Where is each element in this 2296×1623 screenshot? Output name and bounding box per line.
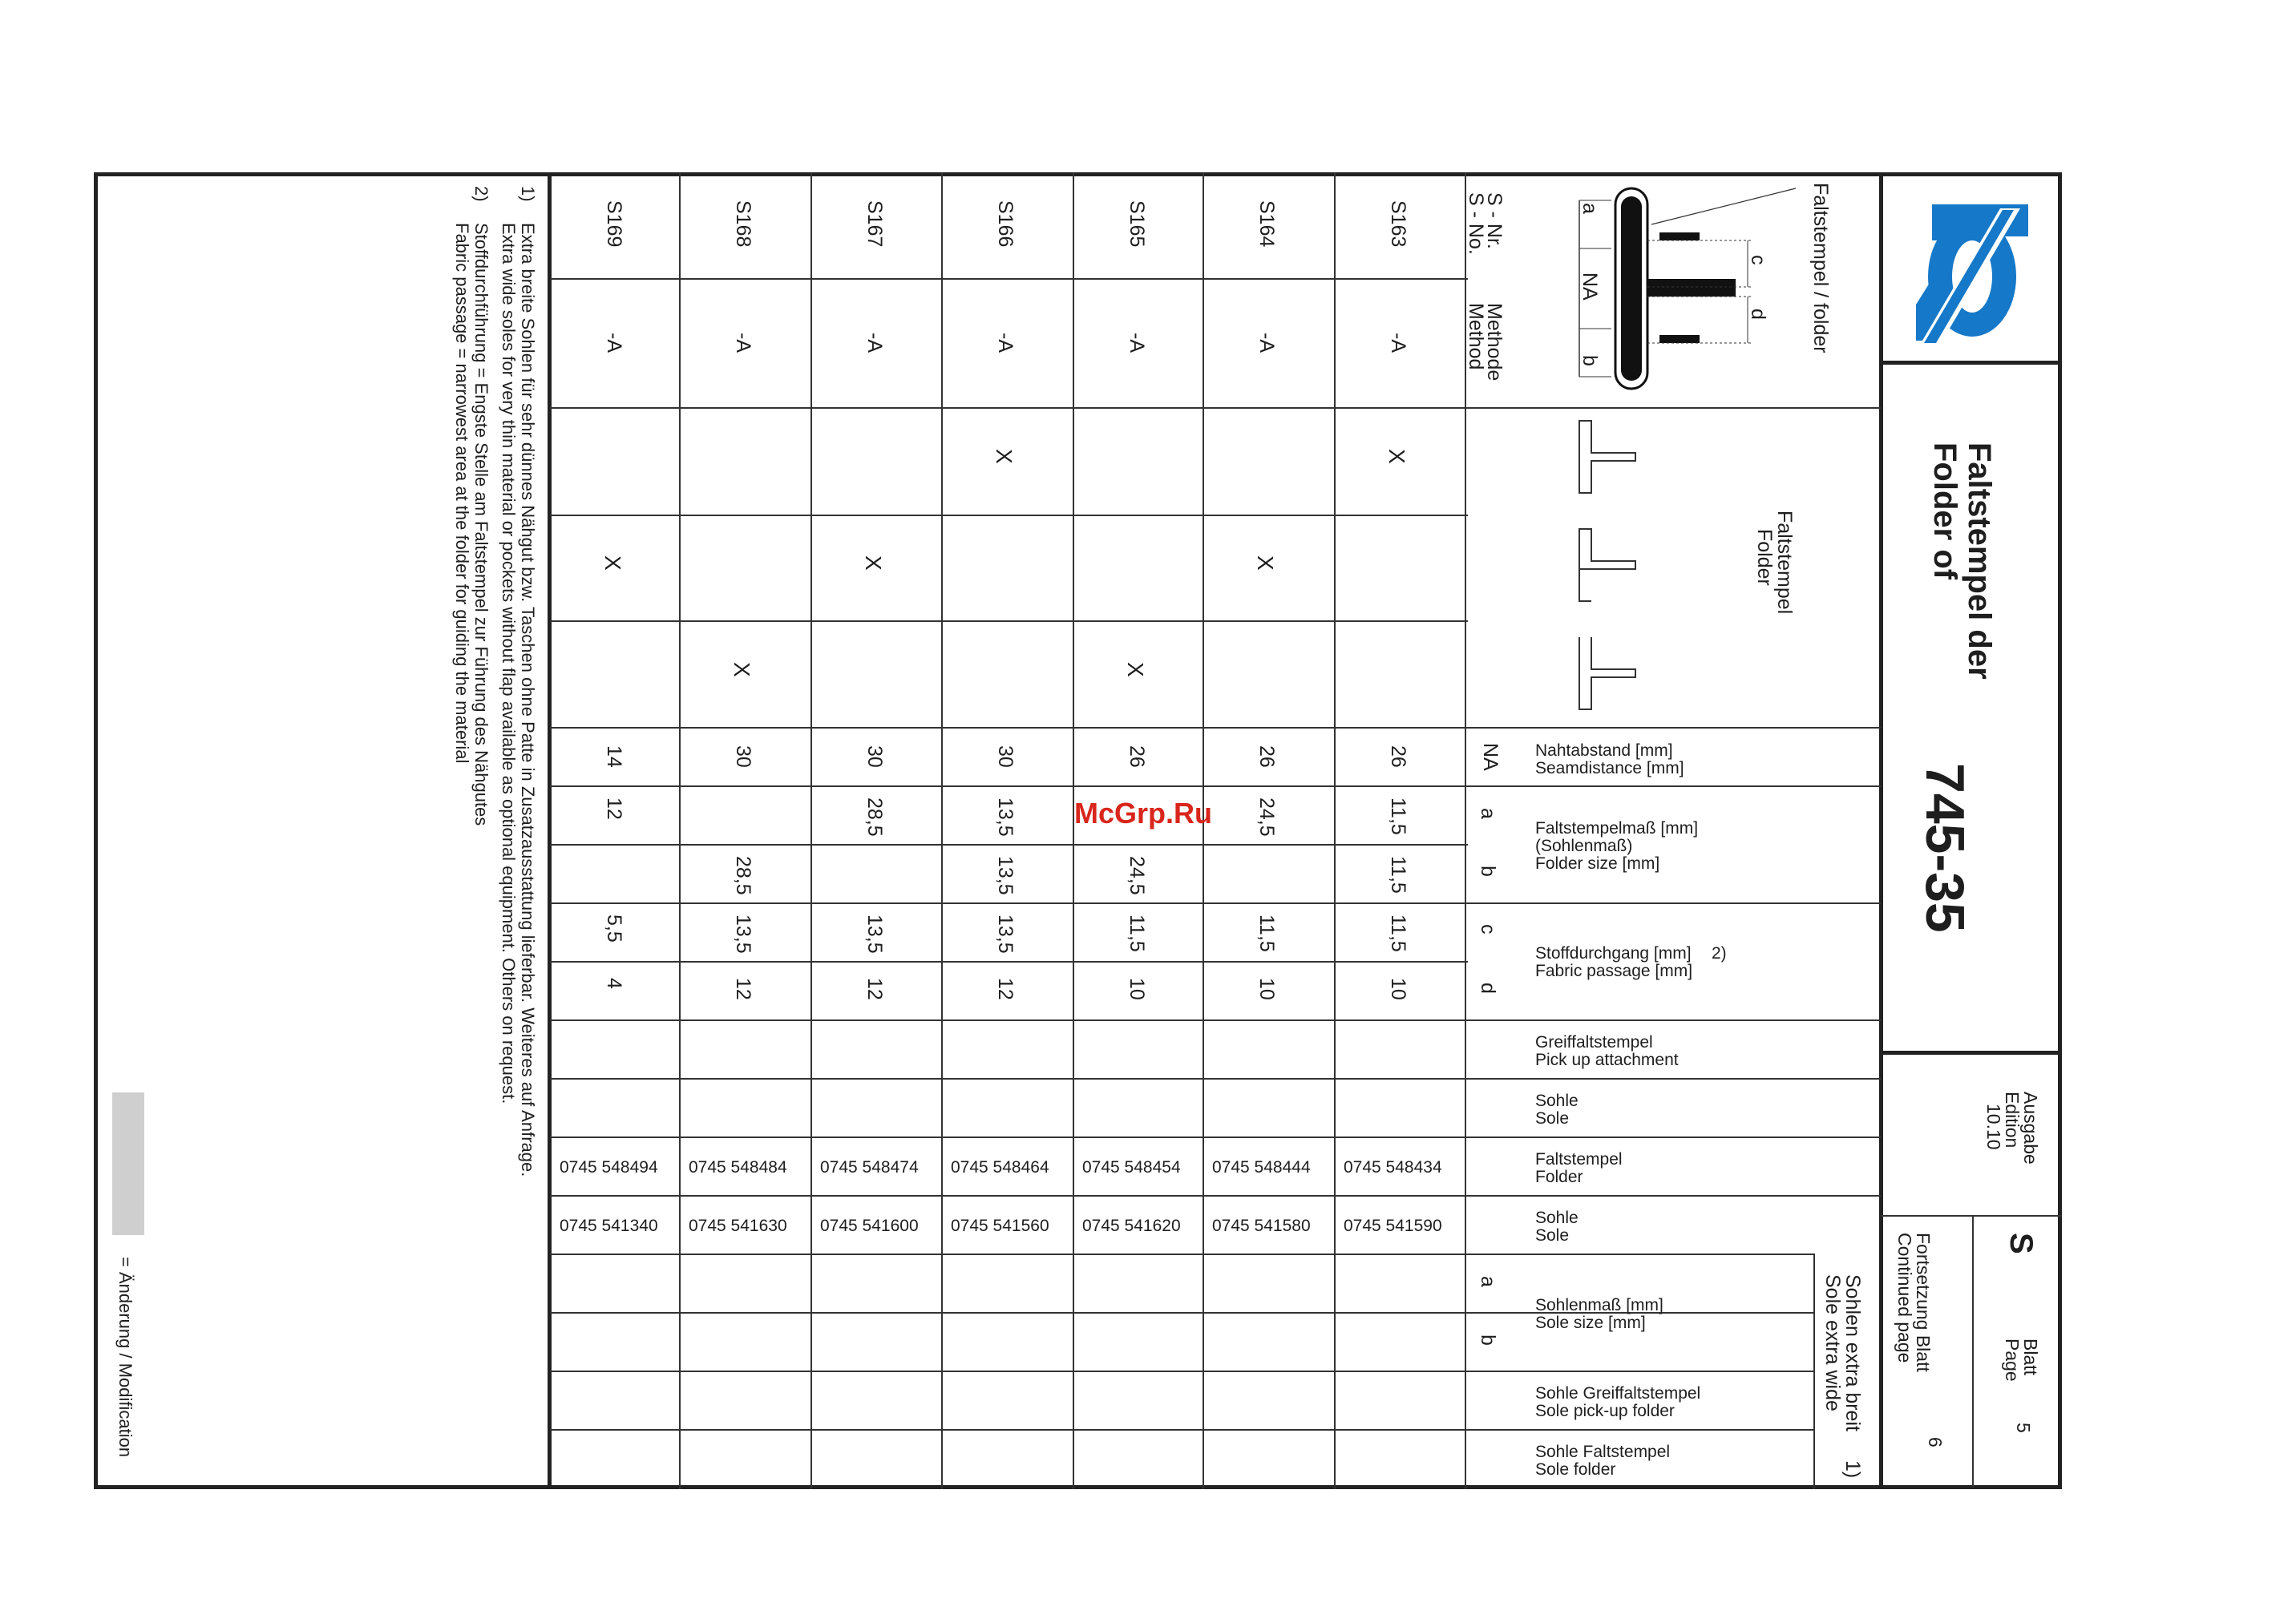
cell-s: S167 [863, 200, 886, 248]
title-block-line [1881, 1051, 2062, 1055]
cell-t1: X [991, 449, 1017, 464]
cell-a: 24,5 [1255, 797, 1278, 837]
row-line [1334, 172, 1336, 1489]
col-line [550, 1371, 1815, 1372]
header-sole-pickup-en: Sole pick-up folder [1535, 1402, 1675, 1420]
header-sole2-de: Sohle [1535, 1209, 1578, 1227]
cell-c: 11,5 [1255, 914, 1278, 952]
cell-d: 12 [993, 978, 1017, 1000]
cell-method: -A [1255, 333, 1278, 353]
header-code-na: NA [1479, 743, 1502, 771]
header-folder-size-de: Faltstempelmaß [mm] [1535, 819, 1699, 838]
header-folder-size-de2: (Sohlenmaß) [1535, 837, 1633, 855]
header-s-nr-de: S - Nr. [1483, 192, 1506, 249]
series-letter: S [2003, 1233, 2039, 1254]
cell-t2: X [1252, 555, 1278, 571]
continued-value: 6 [1925, 1437, 1946, 1447]
title-block-line [1972, 1215, 1974, 1488]
cell-t3: X [1122, 662, 1148, 677]
header-sole-folder-en: Sole folder [1535, 1460, 1616, 1479]
cell-t1: X [1384, 449, 1409, 464]
title-en: Folder of [1927, 442, 1963, 580]
header-fabric-de: Stoffdurchgang [mm] [1535, 944, 1692, 963]
cell-t2: X [600, 555, 625, 571]
cell-folder-part-number: 0745 548444 [1212, 1158, 1311, 1177]
cell-s: S166 [993, 200, 1017, 248]
header-method-en: Method [1465, 303, 1487, 370]
diagram-label-b: b [1578, 355, 1601, 366]
col-line [550, 1254, 1815, 1255]
col-line [550, 1019, 1881, 1021]
col-line [550, 407, 1881, 409]
header-fabric-en: Fabric passage [mm] [1535, 962, 1693, 980]
cell-folder-part-number: 0745 548454 [1082, 1158, 1181, 1177]
cell-sole-part-number: 0745 541630 [689, 1217, 787, 1235]
header-sole1-de: Sohle [1535, 1092, 1578, 1110]
cell-t3: X [729, 662, 754, 677]
cell-folder-part-number: 0745 548484 [689, 1158, 787, 1177]
header-extra-wide-note: 1) [1841, 1460, 1864, 1479]
cell-method: -A [1386, 333, 1409, 353]
title-de: Faltstempel der [1962, 442, 1997, 680]
title-block-line [1881, 361, 2062, 365]
col-line [550, 785, 1881, 787]
cell-na: 30 [993, 745, 1017, 768]
cell-d: 10 [1125, 978, 1148, 1000]
footnote-2-en: Fabric passage = narrowest area at the folder for guiding the material [452, 223, 472, 764]
cell-na: 30 [863, 745, 886, 768]
header-code-b: b [1477, 866, 1499, 877]
col-line [550, 1429, 1815, 1431]
cell-s: S169 [602, 200, 625, 248]
cell-b: 11,5 [1386, 856, 1409, 894]
col-line [550, 515, 1468, 516]
header-folder-en: Folder [1535, 1168, 1583, 1186]
cell-sole-part-number: 0745 541580 [1212, 1217, 1311, 1235]
cell-sole-part-number: 0745 541560 [951, 1217, 1049, 1235]
cell-a: 11,5 [1386, 797, 1409, 835]
header-pickup-en: Pick up attachment [1535, 1051, 1679, 1069]
cell-na: 26 [1125, 745, 1148, 768]
header-sole-code-a: a [1477, 1276, 1499, 1287]
page-value: 5 [2013, 1423, 2034, 1433]
row-line [810, 172, 812, 1489]
cell-s: S164 [1255, 200, 1278, 248]
footnote-2-de: Stoffdurchführung = Engste Stelle am Faltstempel zur Führung des Nähgutes [471, 223, 491, 826]
header-fabric-note: 2) [1712, 944, 1727, 963]
cell-d: 12 [863, 978, 886, 1000]
cell-folder-part-number: 0745 548434 [1344, 1158, 1442, 1177]
cell-na: 14 [602, 745, 625, 768]
diagram-label-a: a [1578, 203, 1601, 214]
col-line [550, 727, 1881, 729]
folder-type-2-icon [1571, 525, 1643, 605]
row-line [1073, 172, 1074, 1489]
cell-sole-part-number: 0745 541600 [820, 1217, 919, 1235]
header-sole-code-b: b [1477, 1334, 1499, 1346]
edition-label-de: Ausgabe [2020, 1092, 2041, 1165]
folder-group-label-en: Folder [1753, 529, 1776, 586]
cell-folder-part-number: 0745 548464 [951, 1158, 1049, 1177]
header-seam-de: Nahtabstand [mm] [1535, 741, 1673, 760]
modification-legend: = Änderung / Modification [115, 1257, 135, 1458]
cell-method: -A [731, 333, 754, 353]
header-extra-wide-en: Sole extra wide [1821, 1274, 1844, 1411]
header-code-c: c [1477, 924, 1499, 935]
cell-folder-part-number: 0745 548474 [820, 1158, 919, 1177]
col-line [550, 1137, 1881, 1138]
col-line [550, 1195, 1881, 1197]
cell-b: 24,5 [1125, 856, 1148, 895]
footnote-1-de: Extra breite Sohlen für sehr dünnes Nähgut bzw. Taschen ohne Patte in Zusatzausstattung lieferbar. Weiteres auf Anfrage. [518, 223, 538, 1177]
header-seam-en: Seamdistance [mm] [1535, 759, 1684, 777]
footnote-2-number: 2) [471, 186, 491, 202]
extra-wide-divider [1813, 1254, 1815, 1489]
diagram-label-na: NA [1578, 273, 1601, 301]
cell-s: S165 [1125, 200, 1148, 248]
header-folder-size-en: Folder size [mm] [1535, 854, 1660, 873]
cell-folder-part-number: 0745 548494 [560, 1158, 658, 1177]
cell-b: 28,5 [731, 856, 754, 895]
edition-label-en: Edition [2002, 1092, 2023, 1149]
header-method-de: Methode [1483, 303, 1506, 382]
cell-na: 26 [1255, 745, 1278, 768]
diagram-title: Faltstempel / folder [1809, 183, 1832, 353]
cell-method: -A [863, 333, 886, 353]
col-line [550, 1078, 1881, 1080]
col-line [550, 844, 1468, 846]
title-block-divider [1879, 172, 1883, 1489]
footnote-1-en: Extra wide soles for very thin material or pockets without flap available as optional equipment. Others on request. [499, 223, 519, 1104]
cell-c: 13,5 [731, 914, 754, 954]
cell-s: S163 [1386, 200, 1409, 248]
col-line [550, 902, 1881, 904]
doc-number: 745-35 [1914, 763, 1975, 933]
cell-d: 10 [1386, 978, 1409, 1000]
cell-a: 13,5 [993, 797, 1017, 837]
cell-sole-part-number: 0745 541340 [560, 1217, 658, 1235]
cell-c: 11,5 [1386, 914, 1409, 952]
col-line [550, 961, 1468, 963]
cell-d: 10 [1255, 978, 1278, 1000]
folder-type-1-icon [1571, 417, 1643, 497]
header-code-a: a [1477, 808, 1499, 819]
cell-t2: X [860, 555, 886, 571]
header-extra-wide-de: Sohlen extra breit [1841, 1274, 1864, 1431]
cell-a: 28,5 [863, 797, 886, 837]
header-sole-size-de: Sohlenmaß [mm] [1535, 1296, 1663, 1314]
header-code-d: d [1477, 983, 1499, 994]
cell-c: 11,5 [1125, 914, 1148, 952]
diagram-label-c: c [1747, 255, 1769, 265]
title-block-line [1881, 1215, 2062, 1217]
watermark: McGrp.Ru [1074, 797, 1213, 830]
col-line [550, 620, 1468, 622]
continued-label-en: Continued page [1894, 1233, 1915, 1363]
cell-c: 13,5 [863, 914, 886, 954]
cell-sole-part-number: 0745 541620 [1082, 1217, 1181, 1235]
cell-method: -A [1125, 333, 1148, 353]
col-line [550, 278, 1468, 280]
header-s-nr-en: S - No. [1465, 192, 1487, 255]
cell-a: 12 [602, 797, 625, 820]
edition-value: 10.10 [1983, 1104, 2004, 1150]
cell-na: 26 [1386, 745, 1409, 768]
folder-group-label-de: Faltstempel [1773, 511, 1796, 615]
cell-method: -A [602, 333, 625, 353]
cell-sole-part-number: 0745 541590 [1344, 1217, 1442, 1235]
cell-d: 4 [602, 978, 625, 989]
brand-logo-icon [1908, 192, 2036, 353]
cell-b: 13,5 [993, 856, 1017, 895]
row-line [941, 172, 943, 1489]
header-sole1-en: Sole [1535, 1109, 1570, 1128]
footnote-1-number: 1) [518, 186, 538, 202]
folder-type-3-icon [1571, 633, 1643, 713]
diagram-label-d: d [1747, 309, 1769, 320]
cell-s: S168 [731, 200, 754, 248]
row-line [1465, 172, 1466, 1489]
header-sole-size-en: Sole size [mm] [1535, 1314, 1646, 1332]
page-label-de: Blatt [2020, 1338, 2041, 1376]
header-folder-de: Faltstempel [1535, 1150, 1623, 1169]
row-line [1203, 172, 1204, 1489]
cell-d: 12 [731, 978, 754, 1000]
header-pickup-de: Greiffaltstempel [1535, 1033, 1653, 1052]
header-sole-pickup-de: Sohle Greiffaltstempel [1535, 1384, 1701, 1403]
modification-marker [112, 1092, 144, 1235]
cell-method: -A [993, 333, 1017, 353]
row-line [679, 172, 681, 1489]
continued-label-de: Fortsetzung Blatt [1913, 1233, 1934, 1372]
header-sole-folder-de: Sohle Faltstempel [1535, 1443, 1671, 1461]
page-label-en: Page [2002, 1338, 2023, 1382]
cell-c: 13,5 [993, 914, 1017, 954]
header-sole2-en: Sole [1535, 1226, 1570, 1245]
footnote-divider [548, 172, 552, 1489]
cell-na: 30 [731, 745, 754, 768]
cell-c: 5,5 [602, 914, 625, 943]
